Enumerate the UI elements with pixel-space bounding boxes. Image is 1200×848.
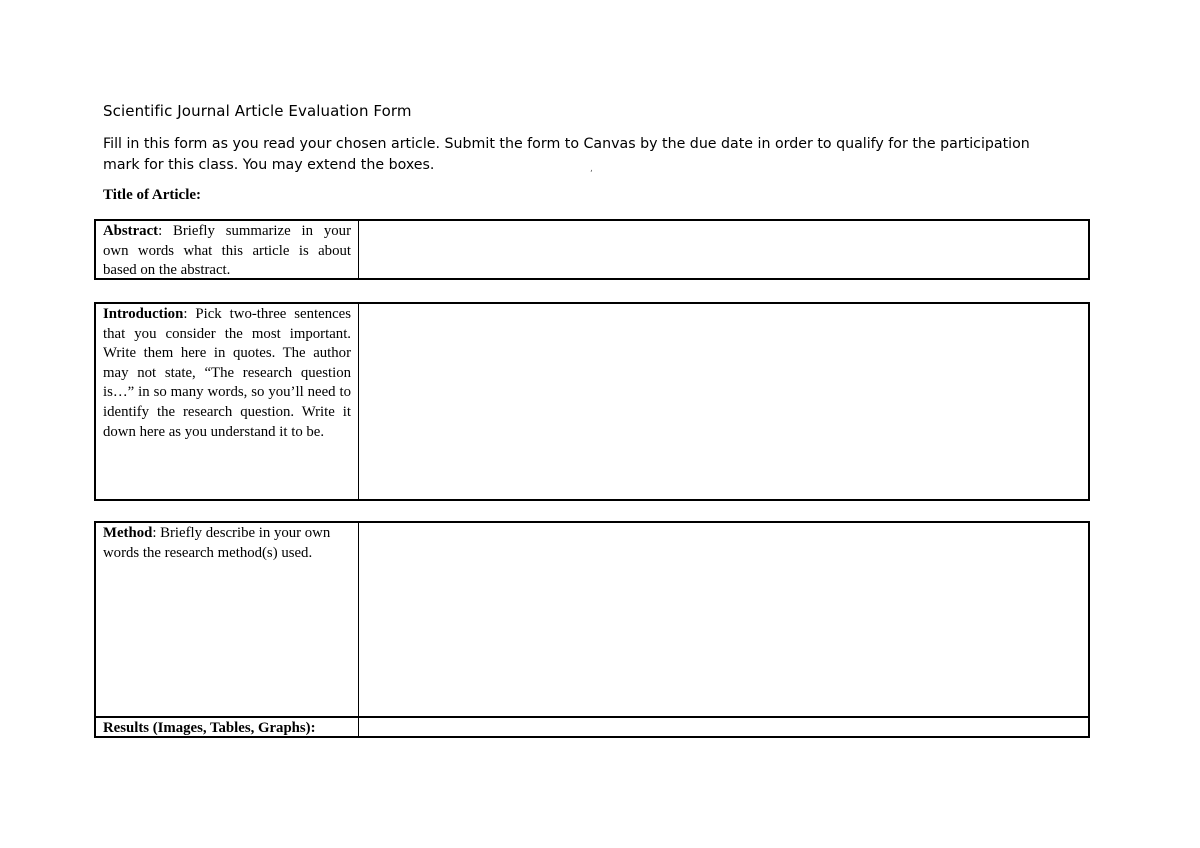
title-of-article-label: Title of Article: — [103, 187, 202, 203]
form-heading: Scientific Journal Article Evaluation Form — [103, 102, 412, 120]
abstract-prompt-cell — [96, 221, 359, 278]
introduction-answer-field[interactable] — [359, 304, 1088, 499]
results-answer-field[interactable] — [359, 718, 1088, 736]
introduction-label: Introduction — [103, 306, 184, 322]
method-box — [94, 521, 1090, 718]
method-label: Method — [103, 525, 153, 541]
abstract-answer-field[interactable] — [359, 221, 1088, 278]
method-answer-field[interactable] — [359, 523, 1088, 716]
cursor-mark: , — [590, 164, 593, 174]
results-box — [94, 716, 1090, 738]
form-instructions: Fill in this form as you read your chosen article. Submit the form to Canvas by the due date in order to qualify for the participation mark for this class. You may extend the boxes. — [103, 136, 1030, 173]
introduction-box — [94, 302, 1090, 501]
abstract-box — [94, 219, 1090, 280]
introduction-prompt-cell — [96, 304, 359, 499]
abstract-prompt: : Briefly summarize in your own words what this article is about based on the abstract. — [103, 223, 351, 279]
method-prompt-cell — [96, 523, 359, 716]
results-label: Results (Images, Tables, Graphs): — [96, 718, 359, 736]
method-prompt: : Briefly describe in your own words the research method(s) used. — [103, 525, 331, 561]
abstract-label: Abstract — [103, 223, 159, 239]
introduction-prompt: : Pick two-three sentences that you consider the most important. Write them here in quotes. The author may not state, “The research question is…” in so many words, so you’ll need to identify the research question. Write it down here as you understand it to be. — [103, 306, 351, 440]
